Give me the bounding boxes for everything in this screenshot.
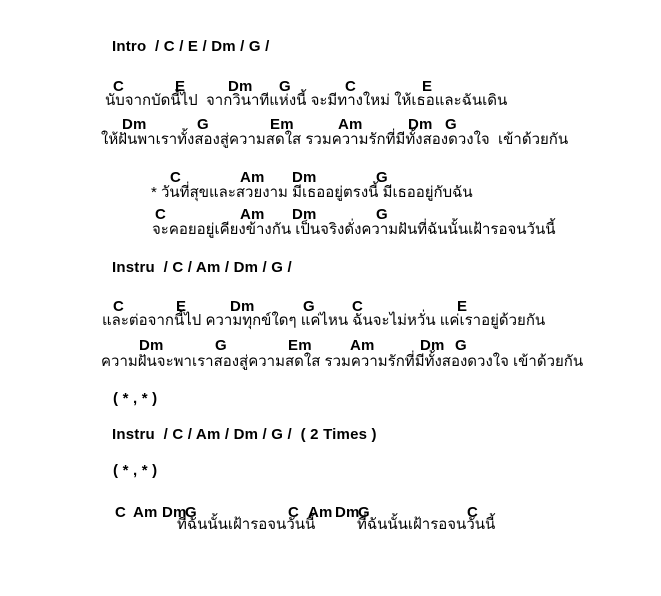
chord-label: Am <box>308 504 333 521</box>
chord-label: Dm <box>230 298 255 315</box>
lyric-line <box>0 184 661 204</box>
chord-label: G <box>358 504 370 521</box>
chord-label: Am <box>350 337 375 354</box>
chord-label: Am <box>338 116 363 133</box>
lyric-text: ที่ฉันนั้นเฝ้ารอจนวันนี้ <box>177 516 316 533</box>
chord-label: E <box>176 298 187 315</box>
chord-label: Am <box>240 206 265 223</box>
chord-label: G <box>303 298 315 315</box>
chord-label: G <box>376 169 388 186</box>
chord-label: C <box>115 504 127 521</box>
lyric-line <box>0 221 661 241</box>
section-line <box>0 426 661 446</box>
lyric-text: และต่อจากนี้ไป ความทุกข์ใดๆ แค่ไหน ฉันจะไม่หวั่น แค่เราอยู่ด้วยกัน <box>102 312 546 329</box>
lyric-line <box>0 131 661 151</box>
section-label: ( * , * ) <box>113 390 158 407</box>
chord-label: Dm <box>292 169 317 186</box>
chord-label: G <box>376 206 388 223</box>
chord-label: G <box>197 116 209 133</box>
chord-label: C <box>113 298 125 315</box>
lyric-line <box>0 92 661 112</box>
chord-label: G <box>215 337 227 354</box>
chord-label: C <box>288 504 300 521</box>
chord-label: C <box>467 504 479 521</box>
section-line <box>0 390 661 410</box>
section-label: ( * , * ) <box>113 462 158 479</box>
chord-label: Em <box>270 116 294 133</box>
lyric-text: ที่ฉันนั้นเฝ้ารอจนวันนี้ <box>357 516 496 533</box>
chord-label: C <box>352 298 364 315</box>
chord-label: Dm <box>420 337 445 354</box>
chord-label: E <box>175 78 186 95</box>
lyric-text: ความฝันจะพาเราสองสู่ความสดใส รวมความรักที่มีทั้งสองดวงใจ เข้าด้วยกัน <box>101 353 584 370</box>
chord-label: Dm <box>122 116 147 133</box>
chord-label: Em <box>288 337 312 354</box>
chord-label: E <box>457 298 468 315</box>
section-label: Intro / C / E / Dm / G / <box>112 38 270 55</box>
chord-label: G <box>445 116 457 133</box>
chord-label: G <box>185 504 197 521</box>
section-line <box>0 259 661 279</box>
chord-label: E <box>422 78 433 95</box>
lyric-text: จะคอยอยู่เคียงข้างกัน เป็นจริงดั่งความฝันที่ฉันนั้นเฝ้ารอจนวันนี้ <box>152 221 556 238</box>
lyric-line <box>0 312 661 332</box>
section-line <box>0 38 661 58</box>
chord-label: Dm <box>162 504 187 521</box>
section-label: Instru / C / Am / Dm / G / <box>112 259 292 276</box>
chord-label: Dm <box>335 504 360 521</box>
chord-label: Dm <box>228 78 253 95</box>
chord-label: G <box>279 78 291 95</box>
chord-label: Dm <box>292 206 317 223</box>
chord-label: C <box>155 206 167 223</box>
chord-label: C <box>113 78 125 95</box>
chord-label: Am <box>133 504 158 521</box>
lyric-text: นับจากบัดนี้ไป จากวินาทีแห่งนี้ จะมีทางใหม่ ให้เธอและฉันเดิน <box>105 92 508 109</box>
lyric-text: * วันที่สุขและสวยงาม มีเธออยู่ตรงนี้ มีเธออยู่กับฉัน <box>151 184 473 201</box>
chord-label: Dm <box>408 116 433 133</box>
lyric-line <box>0 353 661 373</box>
section-label: Instru / C / Am / Dm / G / ( 2 Times ) <box>112 426 377 443</box>
chord-label: Dm <box>139 337 164 354</box>
chord-label: C <box>170 169 182 186</box>
chord-label: G <box>455 337 467 354</box>
chord-label: C <box>345 78 357 95</box>
section-line <box>0 462 661 482</box>
lyric-line <box>0 516 661 536</box>
chord-label: Am <box>240 169 265 186</box>
lyric-text: ให้ฝันพาเราทั้งสองสู่ความสดใส รวมความรักที่มีทั้งสองดวงใจ เข้าด้วยกัน <box>101 131 569 148</box>
